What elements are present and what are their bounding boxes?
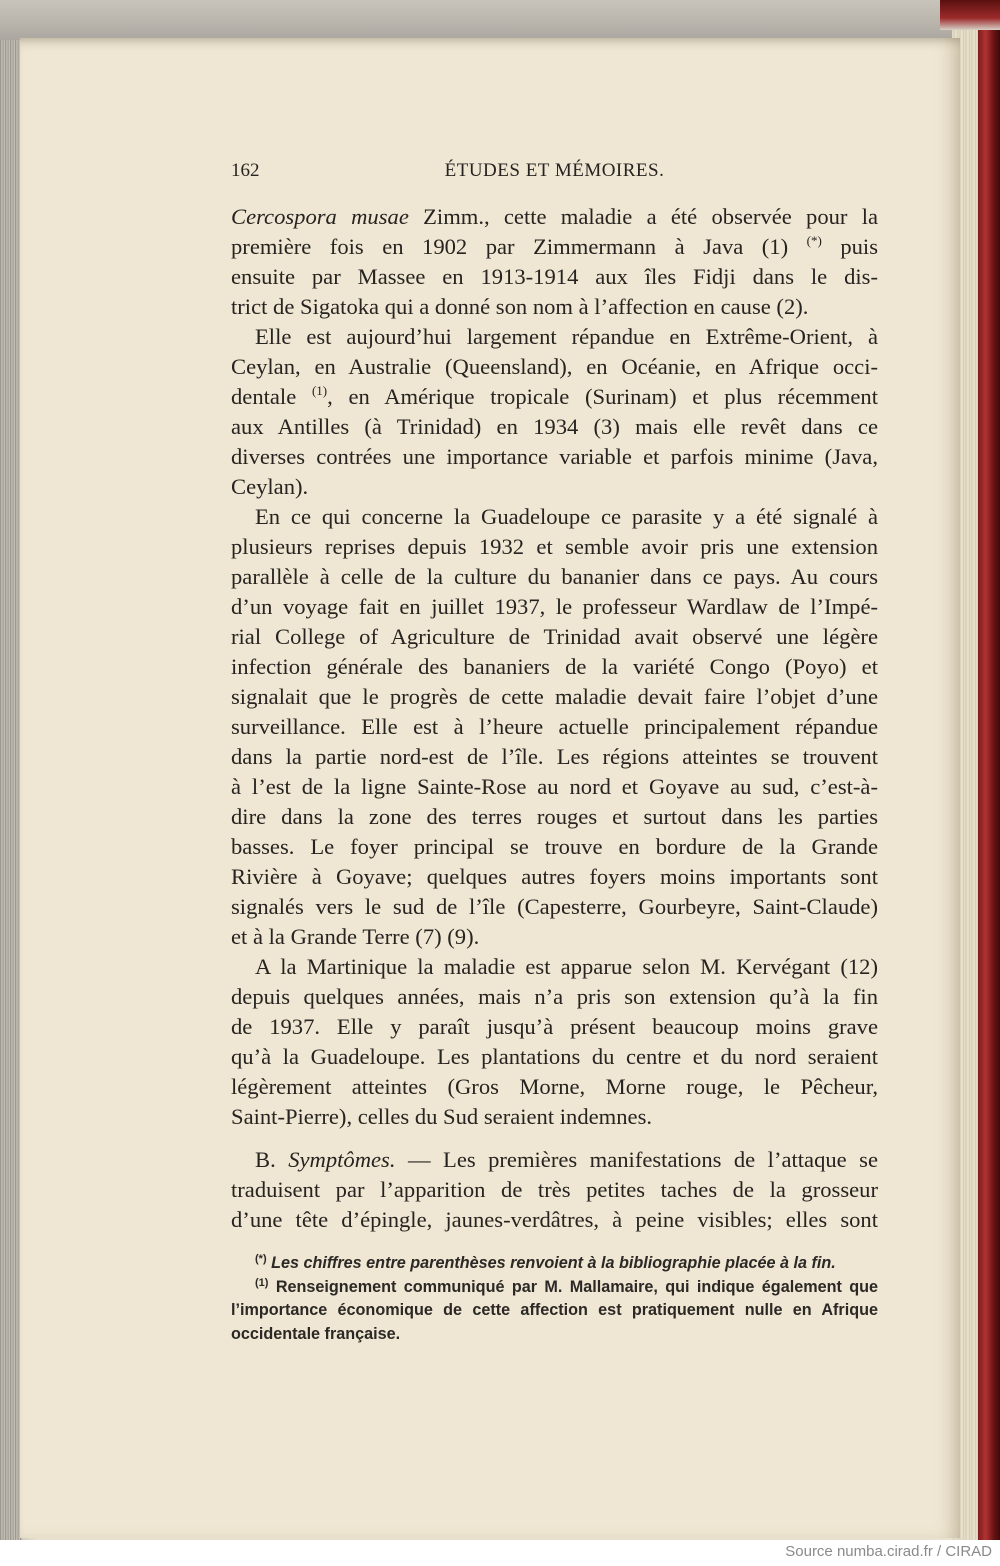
book-cover-corner [940, 0, 1000, 30]
source-credit: Source numba.cirad.fr / CIRAD [785, 1543, 992, 1560]
footnote-line: l’importance économique de cette affection est pratiquement nulle en Afrique [231, 1301, 878, 1319]
text-line: basses. Le foyer principal se trouve en bordure de la Grande [231, 834, 878, 859]
text-line: traduisent par l’apparition de très petites taches de la grosseur [231, 1177, 878, 1202]
text-line: à l’est de la ligne Sainte-Rose au nord et Goyave au sud, c’est-à- [231, 774, 878, 799]
running-title: ÉTUDES ET MÉMOIRES. [444, 160, 665, 181]
footnote-mark: (1) [255, 1276, 269, 1289]
text-line: Ceylan, en Australie (Queensland), en Océanie, en Afrique occi- [231, 354, 878, 379]
text-line: première fois en 1902 par Zimmermann à Java (1) (*) puis [231, 233, 879, 259]
text-line: dire dans la zone des terres rouges et surtout dans les parties [231, 804, 878, 829]
species-name: Cercospora musae [231, 204, 409, 229]
text-line: Cercospora musae Zimm., cette maladie a été observée pour la [231, 204, 879, 229]
text-line: signalait que le progrès de cette maladie devait faire l’objet d’une [231, 684, 878, 709]
text-line: surveillance. Elle est à l’heure actuelle principalement répandue [231, 714, 878, 739]
footnotes [231, 1252, 878, 1346]
footnote-line: occidentale française. [231, 1324, 401, 1343]
running-head [231, 160, 878, 188]
text-line: et à la Grande Terre (7) (9). [231, 924, 480, 949]
text-line: infection générale des bananiers de la variété Congo (Poyo) et [231, 654, 878, 679]
text-line: depuis quelques années, mais n’a pris son extension qu’à la fin [231, 984, 878, 1009]
text-line: Elle est aujourd’hui largement répandue en Extrême-Orient, à [255, 324, 878, 349]
text-line: Rivière à Goyave; quelques autres foyers moins importants sont [231, 864, 878, 889]
main-text [231, 202, 878, 1235]
text-line: ensuite par Massee en 1913-1914 aux îles Fidji dans le dis- [231, 264, 878, 289]
text-line: aux Antilles (à Trinidad) en 1934 (3) mais elle revêt dans ce [231, 414, 878, 439]
footnote-ref: (*) [806, 233, 822, 248]
text-line: Ceylan). [231, 474, 309, 499]
section-heading-line: B. Symptômes. — Les premières manifestations de l’attaque se [255, 1147, 878, 1172]
book-cover-edge [978, 0, 1000, 1540]
text-line: diverses contrées une importance variable et parfois minime (Java, [231, 444, 878, 469]
text-line: trict de Sigatoka qui a donné son nom à l’affection en cause (2). [231, 294, 809, 319]
footnote: (*) Les chiffres entre parenthèses renvoient à la bibliographie placée à la fin. [255, 1253, 836, 1272]
text-line: qu’à la Guadeloupe. Les plantations du centre et du nord seraient [231, 1044, 878, 1069]
text-line: dentale $^{(1)}$, en Amérique tropicale (Surinam) et plus récemment [231, 383, 878, 409]
text-line: Saint-Pierre), celles du Sud seraient indemnes. [231, 1104, 653, 1129]
page-number: 162 [231, 160, 260, 181]
text-line: d’une tête d’épingle, jaunes-verdâtres, à peine visibles; elles sont [231, 1207, 878, 1232]
text-line: En ce qui concerne la Guadeloupe ce parasite y a été signalé à [255, 504, 878, 529]
book-top-edge [0, 0, 1000, 42]
footnote-mark: (*) [255, 1253, 267, 1265]
text-line: de 1937. Elle y paraît jusqu’à présent beaucoup moins grave [231, 1014, 878, 1039]
text-line: signalés vers le sud de l’île (Capesterre, Gourbeyre, Saint-Claude) [231, 894, 878, 919]
footnote: $^{(1)}$ Renseignement communiqué par M. Mallamaire, qui indique également que [255, 1276, 879, 1296]
page-stack-left [0, 40, 22, 1540]
text-line: d’un voyage fait en juillet 1937, le professeur Wardlaw de l’Impé- [231, 594, 878, 619]
text-line: légèrement atteintes (Gros Morne, Morne rouge, le Pêcheur, [231, 1074, 878, 1099]
text-line: parallèle à celle de la culture du bananier dans ce pays. Au cours [231, 564, 878, 589]
text-line: dans la partie nord-est de l’île. Les régions atteintes se trouvent [231, 744, 878, 769]
text-line: plusieurs reprises depuis 1932 et semble avoir pris une extension [231, 534, 878, 559]
section-gap [231, 1132, 878, 1145]
section-title: Symptômes. [288, 1147, 396, 1172]
text-line: A la Martinique la maladie est apparue selon M. Kervégant (12) [255, 954, 878, 979]
footnote-ref: (1) [311, 383, 328, 398]
text-line: rial College of Agriculture de Trinidad avait observé une légère [231, 624, 878, 649]
